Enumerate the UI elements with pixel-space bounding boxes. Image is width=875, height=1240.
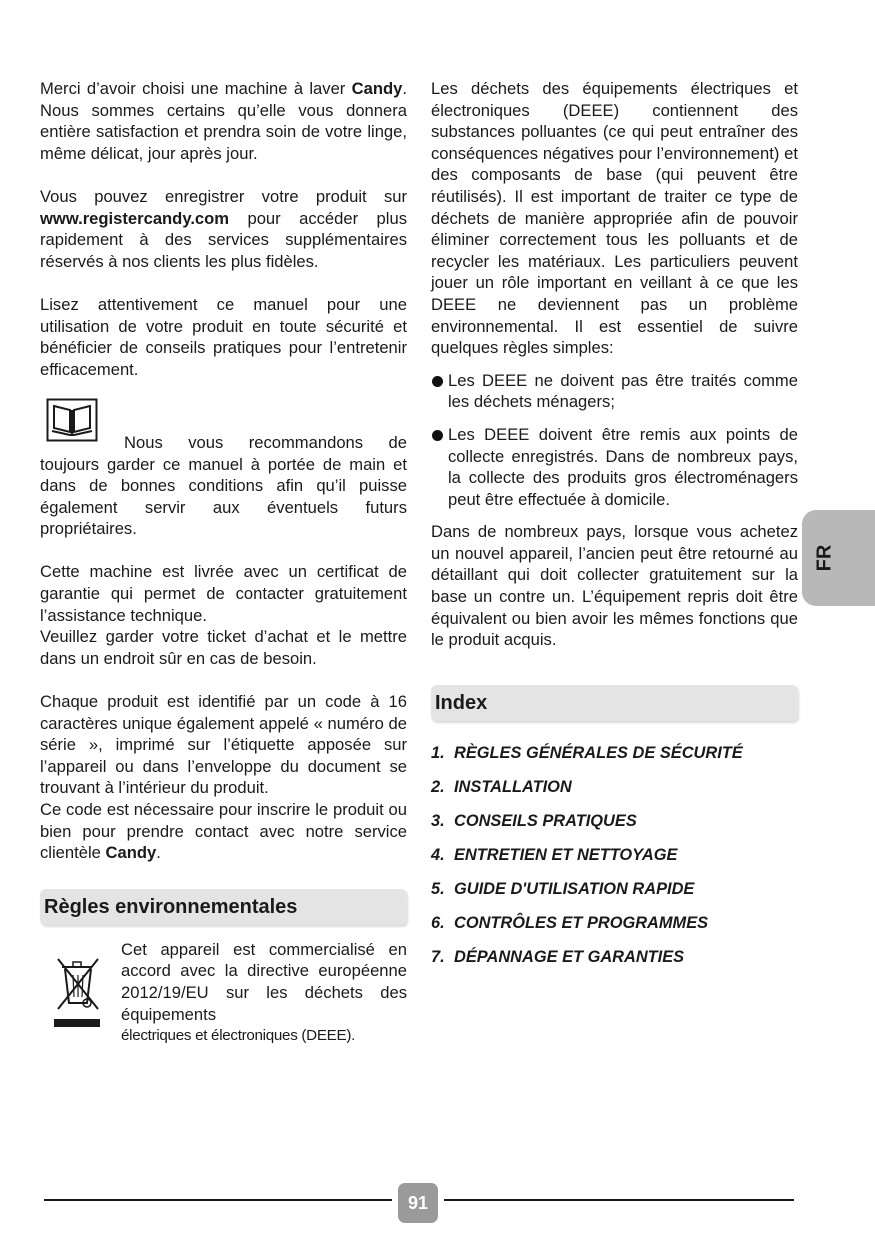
bullet-icon [432,430,443,441]
bullet-icon [432,376,443,387]
index-section-title: Index [431,685,798,721]
index-item: 5. GUIDE D'UTILISATION RAPIDE [431,879,695,898]
weee-rules-list [431,370,798,511]
serial-number-paragraph: Chaque produit est identifié par un code à 16 caractères unique également appelé « numéro de série », imprimé sur l’étiquette apposée sur l’appareil ou dans l’enveloppe du document se trouvant à l’intérieur du produit. [40,692,407,798]
index-item: 4. ENTRETIEN ET NETTOYAGE [431,845,678,864]
register-url: www.registercandy.com [40,208,230,228]
index-list [431,743,798,981]
weee-info-paragraph: Les déchets des équipements électriques et électroniques (DEEE) contiennent des substances polluantes (ce qui peut entraîner des conséquences négatives pour l’environnement) et des composants de base (qui peuvent être réutilisés). Il est important de traiter ce type de déchets de manière appropriée afin de pouvoir éliminer correctement tous les polluants et de recycler les matériaux. Les particuliers peuvent jouer un rôle important en veillant à ce que les DEEE ne deviennent pas un problème environnemental. Il est essentiel de suivre quelques règles simples: [431,79,798,358]
list-item: Les DEEE ne doivent pas être traités comme les déchets ménagers; [431,370,798,413]
read-manual-paragraph: Lisez attentivement ce manuel pour une utilisation de votre produit en toute sécurité et bénéficier de conseils pratiques pour l’entretenir efficacement. [40,294,407,379]
environment-section-title: Règles environnementales [40,889,407,925]
weee-note [40,939,407,1047]
warranty-paragraph: Cette machine est livrée avec un certificat de garantie qui permet de contacter gratuitement l’assistance technique. [40,562,407,625]
page-number: 91 [398,1183,438,1223]
weee-directive-text: Cet appareil est commercialisé en accord avec la directive européenne 2012/19/EU sur les déchets des équipements [121,939,407,1024]
footer-divider-right [444,1199,794,1201]
manual-note [40,406,407,540]
list-item: Les DEEE doivent être remis aux points de collecte enregistrés. Dans de nombreux pays, la collecte des produits gros électroménagers peut être effectuée à domicile. [431,424,798,510]
receipt-paragraph: Veuillez garder votre ticket d’achat et le mettre dans un endroit sûr en cas de besoin. [40,627,407,668]
index-item: 1. RÈGLES GÉNÉRALES DE SÉCURITÉ [431,743,743,762]
index-item: 3. CONSEILS PRATIQUES [431,811,637,830]
register-paragraph: Vous pouvez enregistrer votre produit sur www.registercandy.com pour accéder plus rapidement à des services supplémentaires réservés à nos clients les plus fidèles. [40,186,407,271]
weee-directive-text-end: électriques et électroniques (DEEE). [121,1027,356,1045]
footer-divider-left [44,1199,392,1201]
index-item: 7. DÉPANNAGE ET GARANTIES [431,947,685,966]
index-item: 6. CONTRÔLES ET PROGRAMMES [431,913,709,932]
brand-name: Candy [105,843,157,863]
keep-manual-paragraph: Nous vous recommandons de toujours garder ce manuel à portée de main et dans de bonnes conditions afin qu’il puisse également servir aux éventuels futurs propriétaires. [40,432,407,539]
language-tab [802,510,875,606]
language-tab-label: FR [813,544,836,572]
index-item: 2. INSTALLATION [431,777,572,796]
right-column [431,78,798,981]
customer-service-paragraph: Ce code est nécessaire pour inscrire le produit ou bien pour prendre contact avec notre service clientèle Candy. [40,800,407,863]
crossed-bin-icon [50,953,110,1033]
take-back-paragraph: Dans de nombreux pays, lorsque vous achetez un nouvel appareil, l’ancien peut être retourné au détaillant qui doit collecter gratuitement sur la base un contre un. L’équipement repris doit être équivalent ou bien avoir les mêmes fonctions que le produit acquis. [431,522,798,650]
brand-name: Candy [351,79,403,98]
left-column [40,78,407,1047]
open-book-icon [46,398,98,442]
intro-paragraph: Merci d’avoir choisi une machine à laver Candy. Nous sommes certains qu’elle vous donnera entière satisfaction et prendra soin de votre linge, même délicat, jour après jour. [40,79,407,163]
